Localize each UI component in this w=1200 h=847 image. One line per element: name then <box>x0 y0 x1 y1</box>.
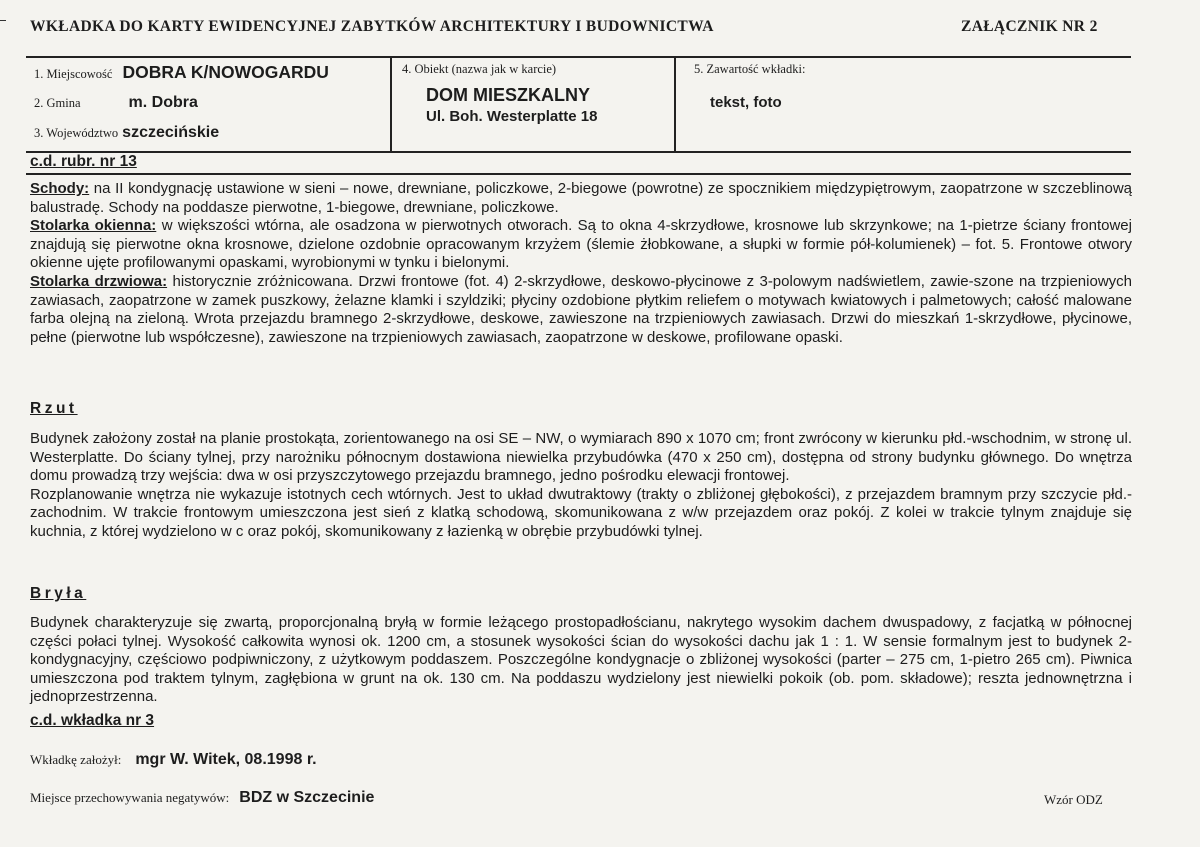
form-pattern: Wzór ODZ <box>1044 792 1103 807</box>
plan-section-text <box>30 430 1132 542</box>
continuation-footer: c.d. wkładka nr 3 <box>30 712 155 729</box>
author-value: mgr W. Witek, 08.1998 r. <box>135 751 317 768</box>
rubric-13-text <box>30 180 1132 347</box>
stairs-paragraph <box>30 180 1132 217</box>
doors-text: historycznie zróżnicowana. Drzwi frontowe (fot. 4) 2-skrzydłowe, deskowo-płycinowe z 3-polowym nadświetlem, zawie-szone na trzpieniowych zawiasach, zaopatrzone w zamek puszkowy, żelazne klamki i szyldziki; płyciny ozdobione płytkim reliefem o motywach kwiatowych i palmetowych; całość malowane farba olejną na zieloną. Wrota przejazdu bramnego 2-skrzydłowe, deskowe, zawieszone na trzpieniowych zawiasach. Drzwi do mieszkań 1-skrzydłowe, płycinowe, pełne (pierwotne lub współczesne), zawieszone na trzpieniowych zawiasach, zaopatrzone w deskowe, profilowane opaski. <box>30 272 1132 346</box>
plan-paragraph-1: Budynek założony został na planie prostokąta, zorientowanego na osi SE – NW, o wymiarach 890 x 1070 cm; front zwrócony w kierunku płd.-wschodnim, w stronę ul. Westerplatte. Do ściany tylnej, przy narożniku północnym dostawiona niewielka przybudówka (470 x 250 cm), dostępna od strony budynku głównego. Do wnętrza domu prowadzą trzy wejścia: dwa w osi przyszczytowego przejazdu bramnego, jedno pośrodku elewacji frontowej. <box>30 430 1132 485</box>
page-edge-mark <box>0 20 6 21</box>
commune-value: m. Dobra <box>128 94 198 111</box>
commune-field <box>34 94 198 112</box>
author-field <box>30 751 317 769</box>
massing-section-text <box>30 614 1132 707</box>
massing-paragraph: Budynek charakteryzuje się zwartą, proporcjonalną bryłą w formie leżącego prostopadłościanu, nakrytego wysokim dachem dwuspadowy, z facjatką w północnej części połaci tylnej. Wysokość całkowita wynosi ok. 1200 cm, a stosunek wysokości ścian do wysokości dachu jak 1 : 1. W sensie formalnym jest to budynek 2-kondygnacyjny, częściowo podpiwniczony, z użytkowym poddaszem. Poszczególne kondygnacje o zbliżonej wysokości (parter – 275 cm, 1-pietro 265 cm). Piwnica umieszczona pod traktem tylnym, zagłębiona w grunt na ok. 130 cm. Na poddaszu wydzielony jest niewielki pokoik (ob. pom. składowe); reszta jednownętrzna i jednoprzestrzenna. <box>30 614 1132 706</box>
doors-paragraph <box>30 273 1132 347</box>
windows-keyword: Stolarka okienna: <box>30 217 157 235</box>
identification-box <box>26 56 1131 153</box>
doors-keyword: Stolarka drzwiowa: <box>30 272 168 290</box>
windows-text: w większości wtórna, ale osadzona w pierwotnych otworach. Są to okna 4-skrzydłowe, krosnowe lub skrzynkowe; na 1-pietrze ściany frontowej znajdują się pierwotne okna krosnowe, dzielone ozdobnie opracowanym krzyżem (ślemie żłobkowane, a słupki w formie pół-kolumienek) – fot. 5. Frontowe otwory okienne ujęte profilowanymi opaskami, wyrobionymi w tynku i bielonymi. <box>30 217 1132 272</box>
province-label: 3. Województwo <box>34 126 119 140</box>
province-field <box>34 124 219 142</box>
continuation-heading: c.d. rubr. nr 13 <box>30 153 137 170</box>
author-label: Wkładkę założył: <box>30 752 122 767</box>
contents-value: tekst, foto <box>710 94 782 111</box>
object-name: DOM MIESZKALNY <box>426 85 590 105</box>
column-divider <box>390 58 392 151</box>
form-title: WKŁADKA DO KARTY EWIDENCYJNEJ ZABYTKÓW ARCHITEKTURY I BUDOWNICTWA <box>30 18 714 35</box>
negatives-value: BDZ w Szczecinie <box>239 789 375 806</box>
stairs-text: na II kondygnację ustawione w sieni – nowe, drewniane, policzkowe, 2-biegowe (powrotne) ze spocznikiem międzypiętrowym, zaopatrzone w szczeblinową balustradę. Schody na poddasze pierwotne, 1-biegowe, drewniane, policzkowe. <box>30 180 1132 216</box>
province-value: szczecińskie <box>122 124 220 141</box>
annex-number: ZAŁĄCZNIK NR 2 <box>961 18 1098 35</box>
column-divider <box>674 58 676 151</box>
plan-paragraph-2: Rozplanowanie wnętrza nie wykazuje istotnych cech wtórnych. Jest to układ dwutraktowy (trakty o zbliżonej głębokości), z przejazdem bramnym przy szczycie płd.-zachodnim. W trakcie frontowym umieszczona jest sień z klatką schodową, skomunikowana z w/w przejazdem oraz pokój. Z kolei w trakcie tylnym znajduje się kuchnia, z której wydzielono w c oraz pokój, skomunikowany z łazienką w obrębie przybudówki tylnej. <box>30 485 1132 540</box>
massing-section-title: Bryła <box>30 585 87 602</box>
place-label: 1. Miejscowość <box>34 67 113 81</box>
windows-paragraph <box>30 217 1132 273</box>
place-value: DOBRA K/NOWOGARDU <box>122 62 329 82</box>
stairs-keyword: Schody: <box>30 180 90 197</box>
contents-label: 5. Zawartość wkładki: <box>694 62 806 76</box>
object-address: Ul. Boh. Westerplatte 18 <box>426 108 598 125</box>
commune-label: 2. Gmina <box>34 96 81 110</box>
object-label: 4. Obiekt (nazwa jak w karcie) <box>402 62 557 76</box>
place-field <box>34 62 329 83</box>
negatives-field <box>30 789 374 807</box>
negatives-label: Miejsce przechowywania negatywów: <box>30 790 230 805</box>
plan-section-title: Rzut <box>30 400 78 417</box>
divider <box>26 173 1131 175</box>
